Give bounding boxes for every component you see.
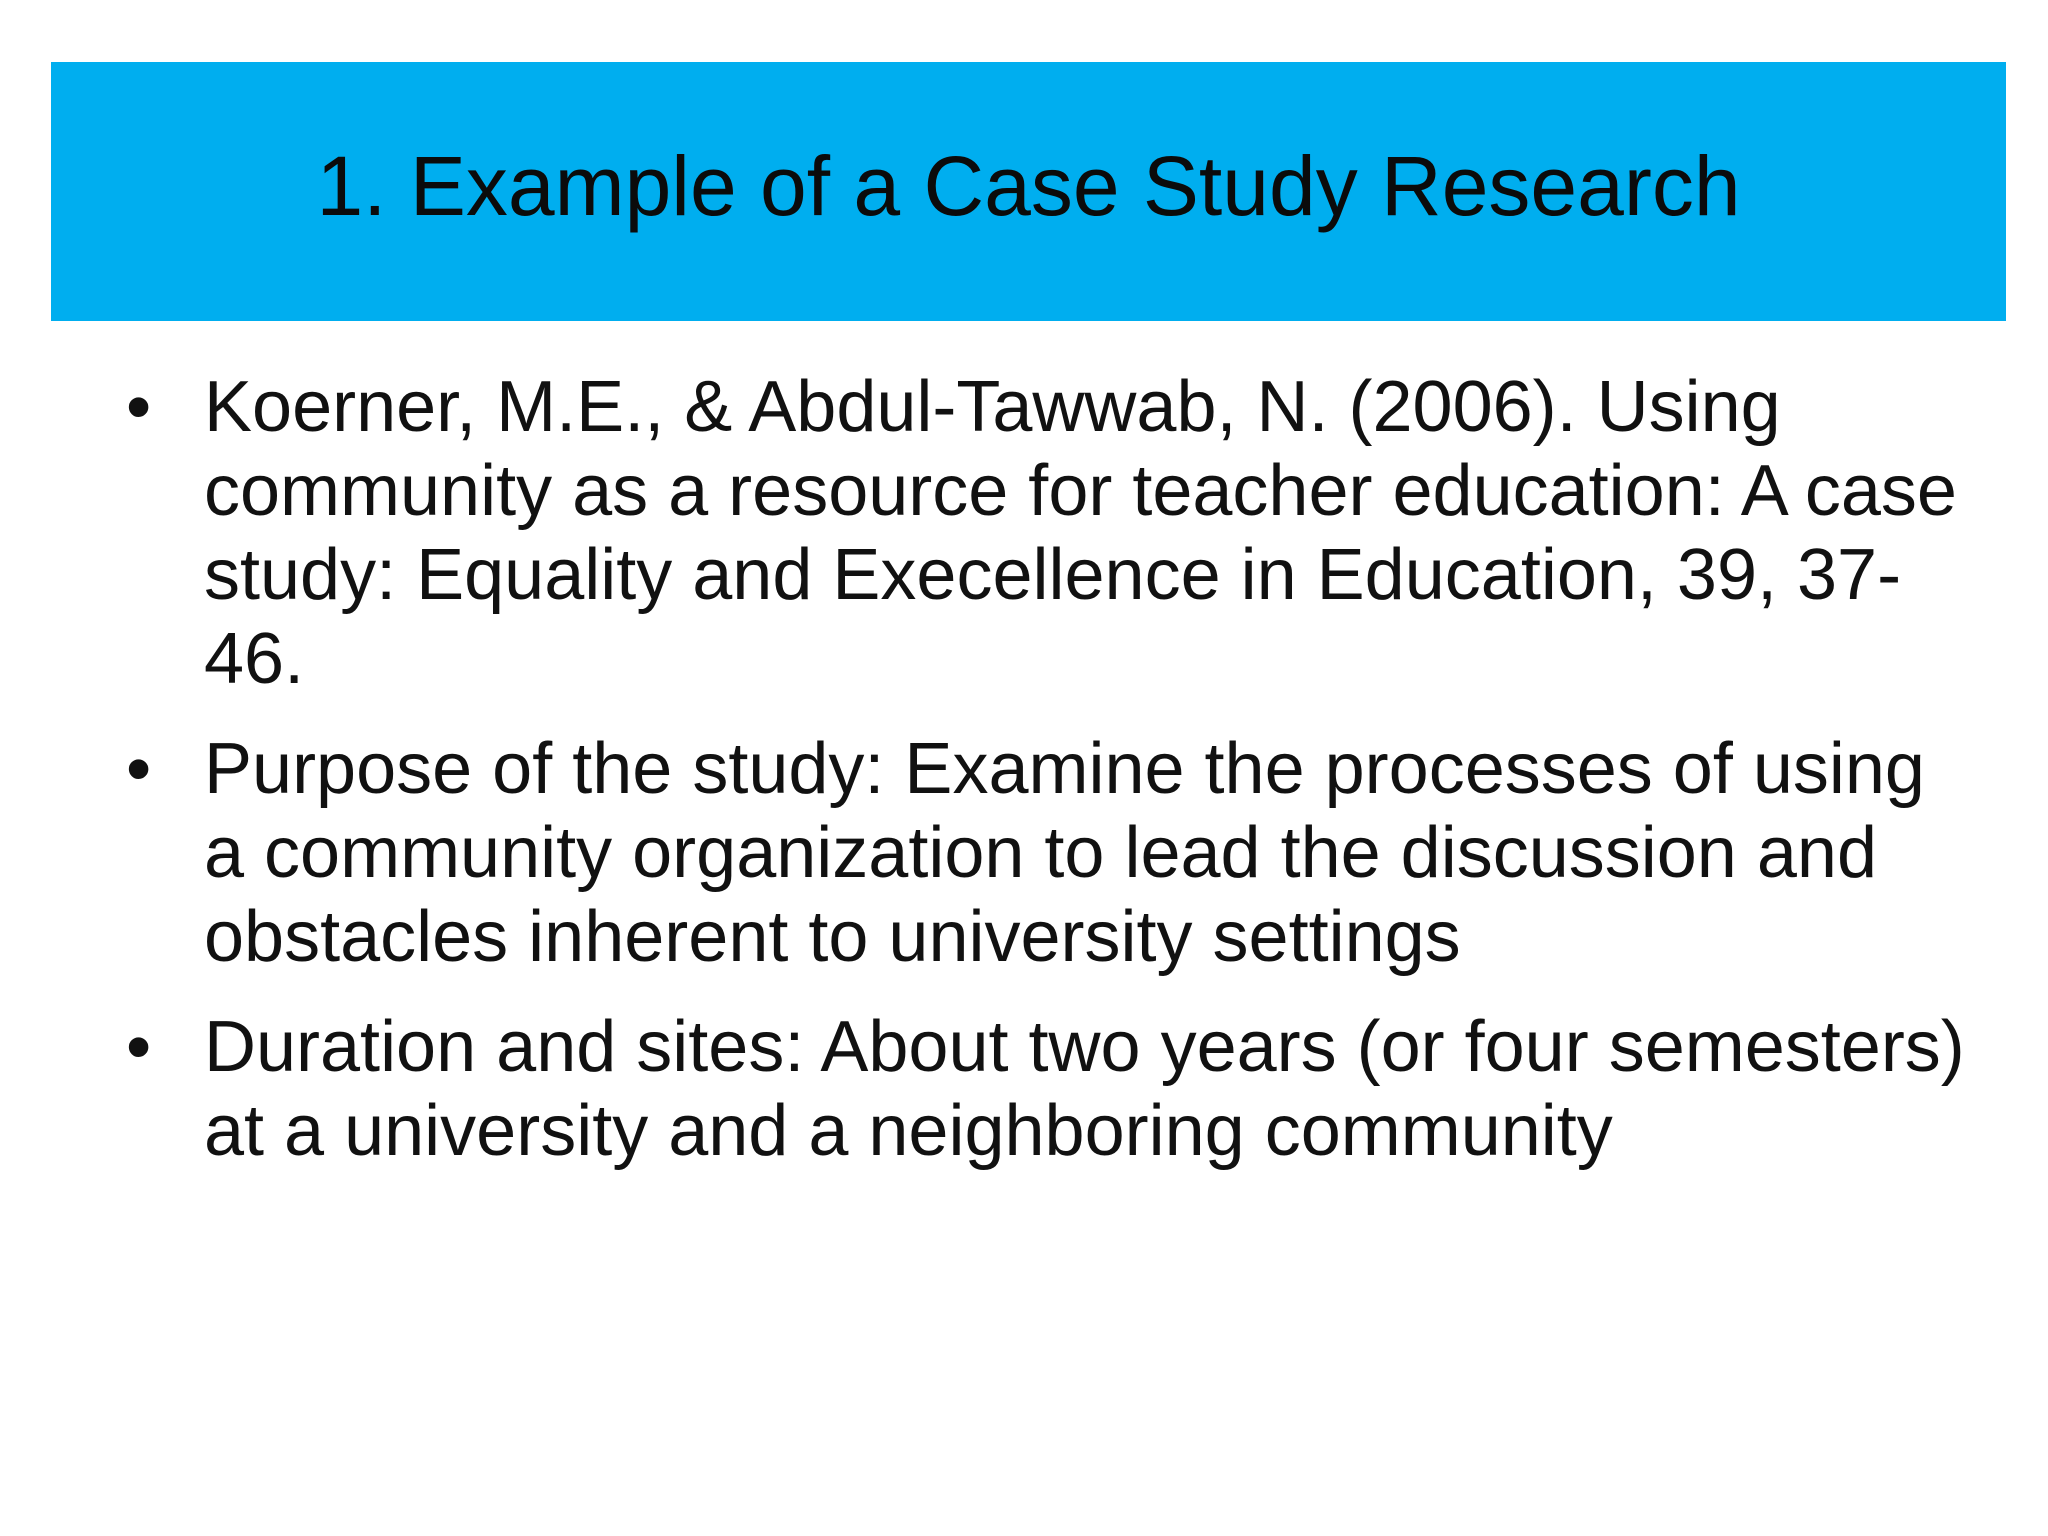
- bullet-text: Purpose of the study: Examine the processes of using a community organization to lead the discussion and obstacles inherent to university settings: [204, 729, 1925, 977]
- bullet-marker: •: [126, 1007, 152, 1087]
- bullet-list: [118, 365, 1978, 1199]
- title-bar: [51, 62, 2006, 321]
- page-title: 1. Example of a Case Study Research: [316, 138, 1741, 233]
- bullet-marker: •: [126, 367, 152, 447]
- bullet-marker: •: [126, 729, 152, 809]
- bullet-text: Koerner, M.E., & Abdul-Tawwab, N. (2006). Using community as a resource for teacher education: A case study: Equality and Execellence in Education, 39, 37-46.: [204, 367, 1957, 699]
- bullet-text: Duration and sites: About two years (or four semesters) at a university and a neighboring community: [204, 1007, 1965, 1171]
- bullet-item-purpose: [118, 727, 1978, 979]
- bullet-item-duration: [118, 1005, 1978, 1173]
- bullet-item-citation: [118, 365, 1978, 701]
